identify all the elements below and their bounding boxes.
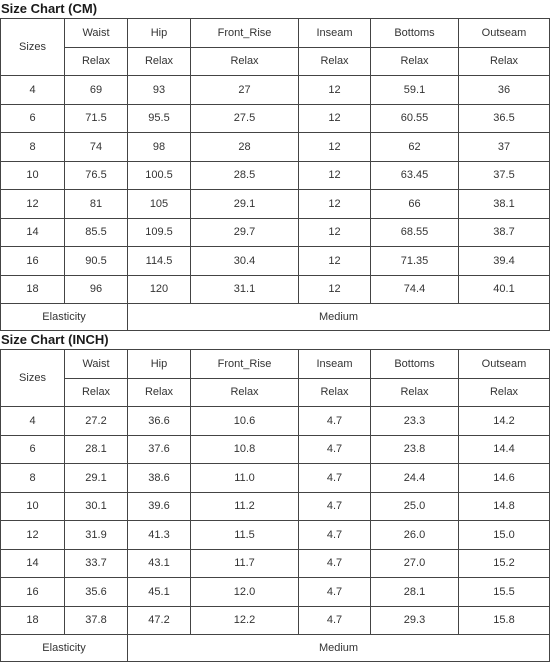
measurement-cell: 15.0: [459, 521, 550, 550]
sizes-header-cell: Sizes: [1, 350, 65, 407]
size-cell: 18: [1, 606, 65, 635]
measurement-cell: 68.55: [371, 218, 459, 247]
measurement-cell: 26.0: [371, 521, 459, 550]
size-cell: 10: [1, 492, 65, 521]
measurement-cell: 11.7: [191, 549, 299, 578]
measurement-cell: 27: [191, 76, 299, 105]
size-chart-inch-title: Size Chart (INCH): [1, 332, 109, 347]
measurement-cell: 38.7: [459, 218, 550, 247]
size-chart-cm-title: Size Chart (CM): [1, 1, 98, 16]
table-row: [1, 606, 550, 635]
measurement-cell: 39.6: [128, 492, 191, 521]
table-row: [1, 275, 550, 304]
measurement-cell: 4.7: [299, 464, 371, 493]
measurement-cell: 36.6: [128, 407, 191, 436]
column-header-cell: Bottoms: [371, 350, 459, 379]
table-row: [1, 435, 550, 464]
measurement-cell: 43.1: [128, 549, 191, 578]
measurement-cell: 39.4: [459, 247, 550, 276]
measurement-cell: 12: [299, 133, 371, 162]
measurement-cell: 66: [371, 190, 459, 219]
header-row: [1, 19, 550, 48]
measurement-cell: 4.7: [299, 578, 371, 607]
measurement-cell: 37: [459, 133, 550, 162]
measurement-cell: 14.4: [459, 435, 550, 464]
measurement-cell: 14.6: [459, 464, 550, 493]
measurement-cell: 59.1: [371, 76, 459, 105]
elasticity-row: [1, 304, 550, 331]
fit-type-cell: Relax: [299, 378, 371, 407]
measurement-cell: 28.1: [371, 578, 459, 607]
size-cell: 14: [1, 218, 65, 247]
measurement-cell: 28.1: [65, 435, 128, 464]
table-row: [1, 464, 550, 493]
measurement-cell: 29.3: [371, 606, 459, 635]
measurement-cell: 12: [299, 104, 371, 133]
measurement-cell: 62: [371, 133, 459, 162]
header-row: [1, 350, 550, 379]
size-cell: 4: [1, 407, 65, 436]
measurement-cell: 29.1: [191, 190, 299, 219]
size-cell: 18: [1, 275, 65, 304]
fit-type-cell: Relax: [371, 47, 459, 76]
table-row: [1, 161, 550, 190]
measurement-cell: 25.0: [371, 492, 459, 521]
measurement-cell: 12.0: [191, 578, 299, 607]
table-row: [1, 407, 550, 436]
table-row: [1, 104, 550, 133]
size-chart-cm-table: [0, 18, 550, 331]
measurement-cell: 60.55: [371, 104, 459, 133]
measurement-cell: 11.5: [191, 521, 299, 550]
measurement-cell: 31.9: [65, 521, 128, 550]
measurement-cell: 74.4: [371, 275, 459, 304]
fit-type-cell: Relax: [128, 378, 191, 407]
column-header-cell: Hip: [128, 19, 191, 48]
measurement-cell: 36.5: [459, 104, 550, 133]
measurement-cell: 90.5: [65, 247, 128, 276]
measurement-cell: 100.5: [128, 161, 191, 190]
table-row: [1, 578, 550, 607]
measurement-cell: 15.5: [459, 578, 550, 607]
measurement-cell: 10.6: [191, 407, 299, 436]
column-header-cell: Outseam: [459, 19, 550, 48]
elasticity-label-cell: Elasticity: [1, 304, 128, 331]
measurement-cell: 76.5: [65, 161, 128, 190]
measurement-cell: 45.1: [128, 578, 191, 607]
size-cell: 8: [1, 133, 65, 162]
measurement-cell: 15.8: [459, 606, 550, 635]
measurement-cell: 28: [191, 133, 299, 162]
measurement-cell: 40.1: [459, 275, 550, 304]
elasticity-value-cell: Medium: [128, 304, 550, 331]
measurement-cell: 69: [65, 76, 128, 105]
table-row: [1, 218, 550, 247]
measurement-cell: 12.2: [191, 606, 299, 635]
measurement-cell: 12: [299, 161, 371, 190]
measurement-cell: 41.3: [128, 521, 191, 550]
measurement-cell: 14.2: [459, 407, 550, 436]
column-header-cell: Front_Rise: [191, 19, 299, 48]
measurement-cell: 38.6: [128, 464, 191, 493]
size-cell: 8: [1, 464, 65, 493]
measurement-cell: 71.5: [65, 104, 128, 133]
table-row: [1, 549, 550, 578]
fit-type-cell: Relax: [459, 378, 550, 407]
measurement-cell: 4.7: [299, 492, 371, 521]
column-header-cell: Outseam: [459, 350, 550, 379]
fit-type-cell: Relax: [191, 47, 299, 76]
measurement-cell: 37.6: [128, 435, 191, 464]
column-header-cell: Inseam: [299, 19, 371, 48]
measurement-cell: 27.0: [371, 549, 459, 578]
measurement-cell: 38.1: [459, 190, 550, 219]
measurement-cell: 27.2: [65, 407, 128, 436]
measurement-cell: 12: [299, 218, 371, 247]
measurement-cell: 37.5: [459, 161, 550, 190]
size-cell: 12: [1, 521, 65, 550]
size-cell: 6: [1, 435, 65, 464]
measurement-cell: 93: [128, 76, 191, 105]
size-cell: 6: [1, 104, 65, 133]
measurement-cell: 105: [128, 190, 191, 219]
size-cell: 12: [1, 190, 65, 219]
fit-type-cell: Relax: [459, 47, 550, 76]
measurement-cell: 11.0: [191, 464, 299, 493]
column-header-cell: Waist: [65, 19, 128, 48]
subheader-row: [1, 378, 550, 407]
measurement-cell: 31.1: [191, 275, 299, 304]
table-row: [1, 521, 550, 550]
measurement-cell: 27.5: [191, 104, 299, 133]
size-chart-cm-section: [0, 0, 550, 331]
table-row: [1, 247, 550, 276]
fit-type-cell: Relax: [128, 47, 191, 76]
measurement-cell: 71.35: [371, 247, 459, 276]
measurement-cell: 23.3: [371, 407, 459, 436]
measurement-cell: 12: [299, 190, 371, 219]
measurement-cell: 36: [459, 76, 550, 105]
measurement-cell: 30.4: [191, 247, 299, 276]
table-row: [1, 76, 550, 105]
measurement-cell: 29.1: [65, 464, 128, 493]
measurement-cell: 11.2: [191, 492, 299, 521]
table-row: [1, 492, 550, 521]
measurement-cell: 14.8: [459, 492, 550, 521]
fit-type-cell: Relax: [299, 47, 371, 76]
size-cell: 14: [1, 549, 65, 578]
column-header-cell: Inseam: [299, 350, 371, 379]
measurement-cell: 12: [299, 76, 371, 105]
column-header-cell: Bottoms: [371, 19, 459, 48]
measurement-cell: 4.7: [299, 407, 371, 436]
measurement-cell: 47.2: [128, 606, 191, 635]
measurement-cell: 96: [65, 275, 128, 304]
measurement-cell: 12: [299, 247, 371, 276]
column-header-cell: Waist: [65, 350, 128, 379]
measurement-cell: 120: [128, 275, 191, 304]
measurement-cell: 4.7: [299, 606, 371, 635]
fit-type-cell: Relax: [371, 378, 459, 407]
measurement-cell: 109.5: [128, 218, 191, 247]
measurement-cell: 4.7: [299, 435, 371, 464]
measurement-cell: 29.7: [191, 218, 299, 247]
measurement-cell: 37.8: [65, 606, 128, 635]
size-cell: 10: [1, 161, 65, 190]
elasticity-value-cell: Medium: [128, 635, 550, 662]
measurement-cell: 23.8: [371, 435, 459, 464]
column-header-cell: Front_Rise: [191, 350, 299, 379]
measurement-cell: 85.5: [65, 218, 128, 247]
measurement-cell: 15.2: [459, 549, 550, 578]
measurement-cell: 30.1: [65, 492, 128, 521]
measurement-cell: 12: [299, 275, 371, 304]
subheader-row: [1, 47, 550, 76]
fit-type-cell: Relax: [65, 47, 128, 76]
measurement-cell: 35.6: [65, 578, 128, 607]
sizes-header-cell: Sizes: [1, 19, 65, 76]
measurement-cell: 81: [65, 190, 128, 219]
table-row: [1, 190, 550, 219]
size-cell: 4: [1, 76, 65, 105]
measurement-cell: 95.5: [128, 104, 191, 133]
measurement-cell: 24.4: [371, 464, 459, 493]
measurement-cell: 98: [128, 133, 191, 162]
size-cell: 16: [1, 247, 65, 276]
measurement-cell: 114.5: [128, 247, 191, 276]
measurement-cell: 28.5: [191, 161, 299, 190]
measurement-cell: 10.8: [191, 435, 299, 464]
measurement-cell: 33.7: [65, 549, 128, 578]
fit-type-cell: Relax: [65, 378, 128, 407]
measurement-cell: 63.45: [371, 161, 459, 190]
measurement-cell: 74: [65, 133, 128, 162]
size-cell: 16: [1, 578, 65, 607]
fit-type-cell: Relax: [191, 378, 299, 407]
size-chart-inch-table: [0, 349, 550, 662]
elasticity-row: [1, 635, 550, 662]
size-chart-inch-section: [0, 331, 550, 662]
measurement-cell: 4.7: [299, 549, 371, 578]
elasticity-label-cell: Elasticity: [1, 635, 128, 662]
measurement-cell: 4.7: [299, 521, 371, 550]
table-row: [1, 133, 550, 162]
column-header-cell: Hip: [128, 350, 191, 379]
